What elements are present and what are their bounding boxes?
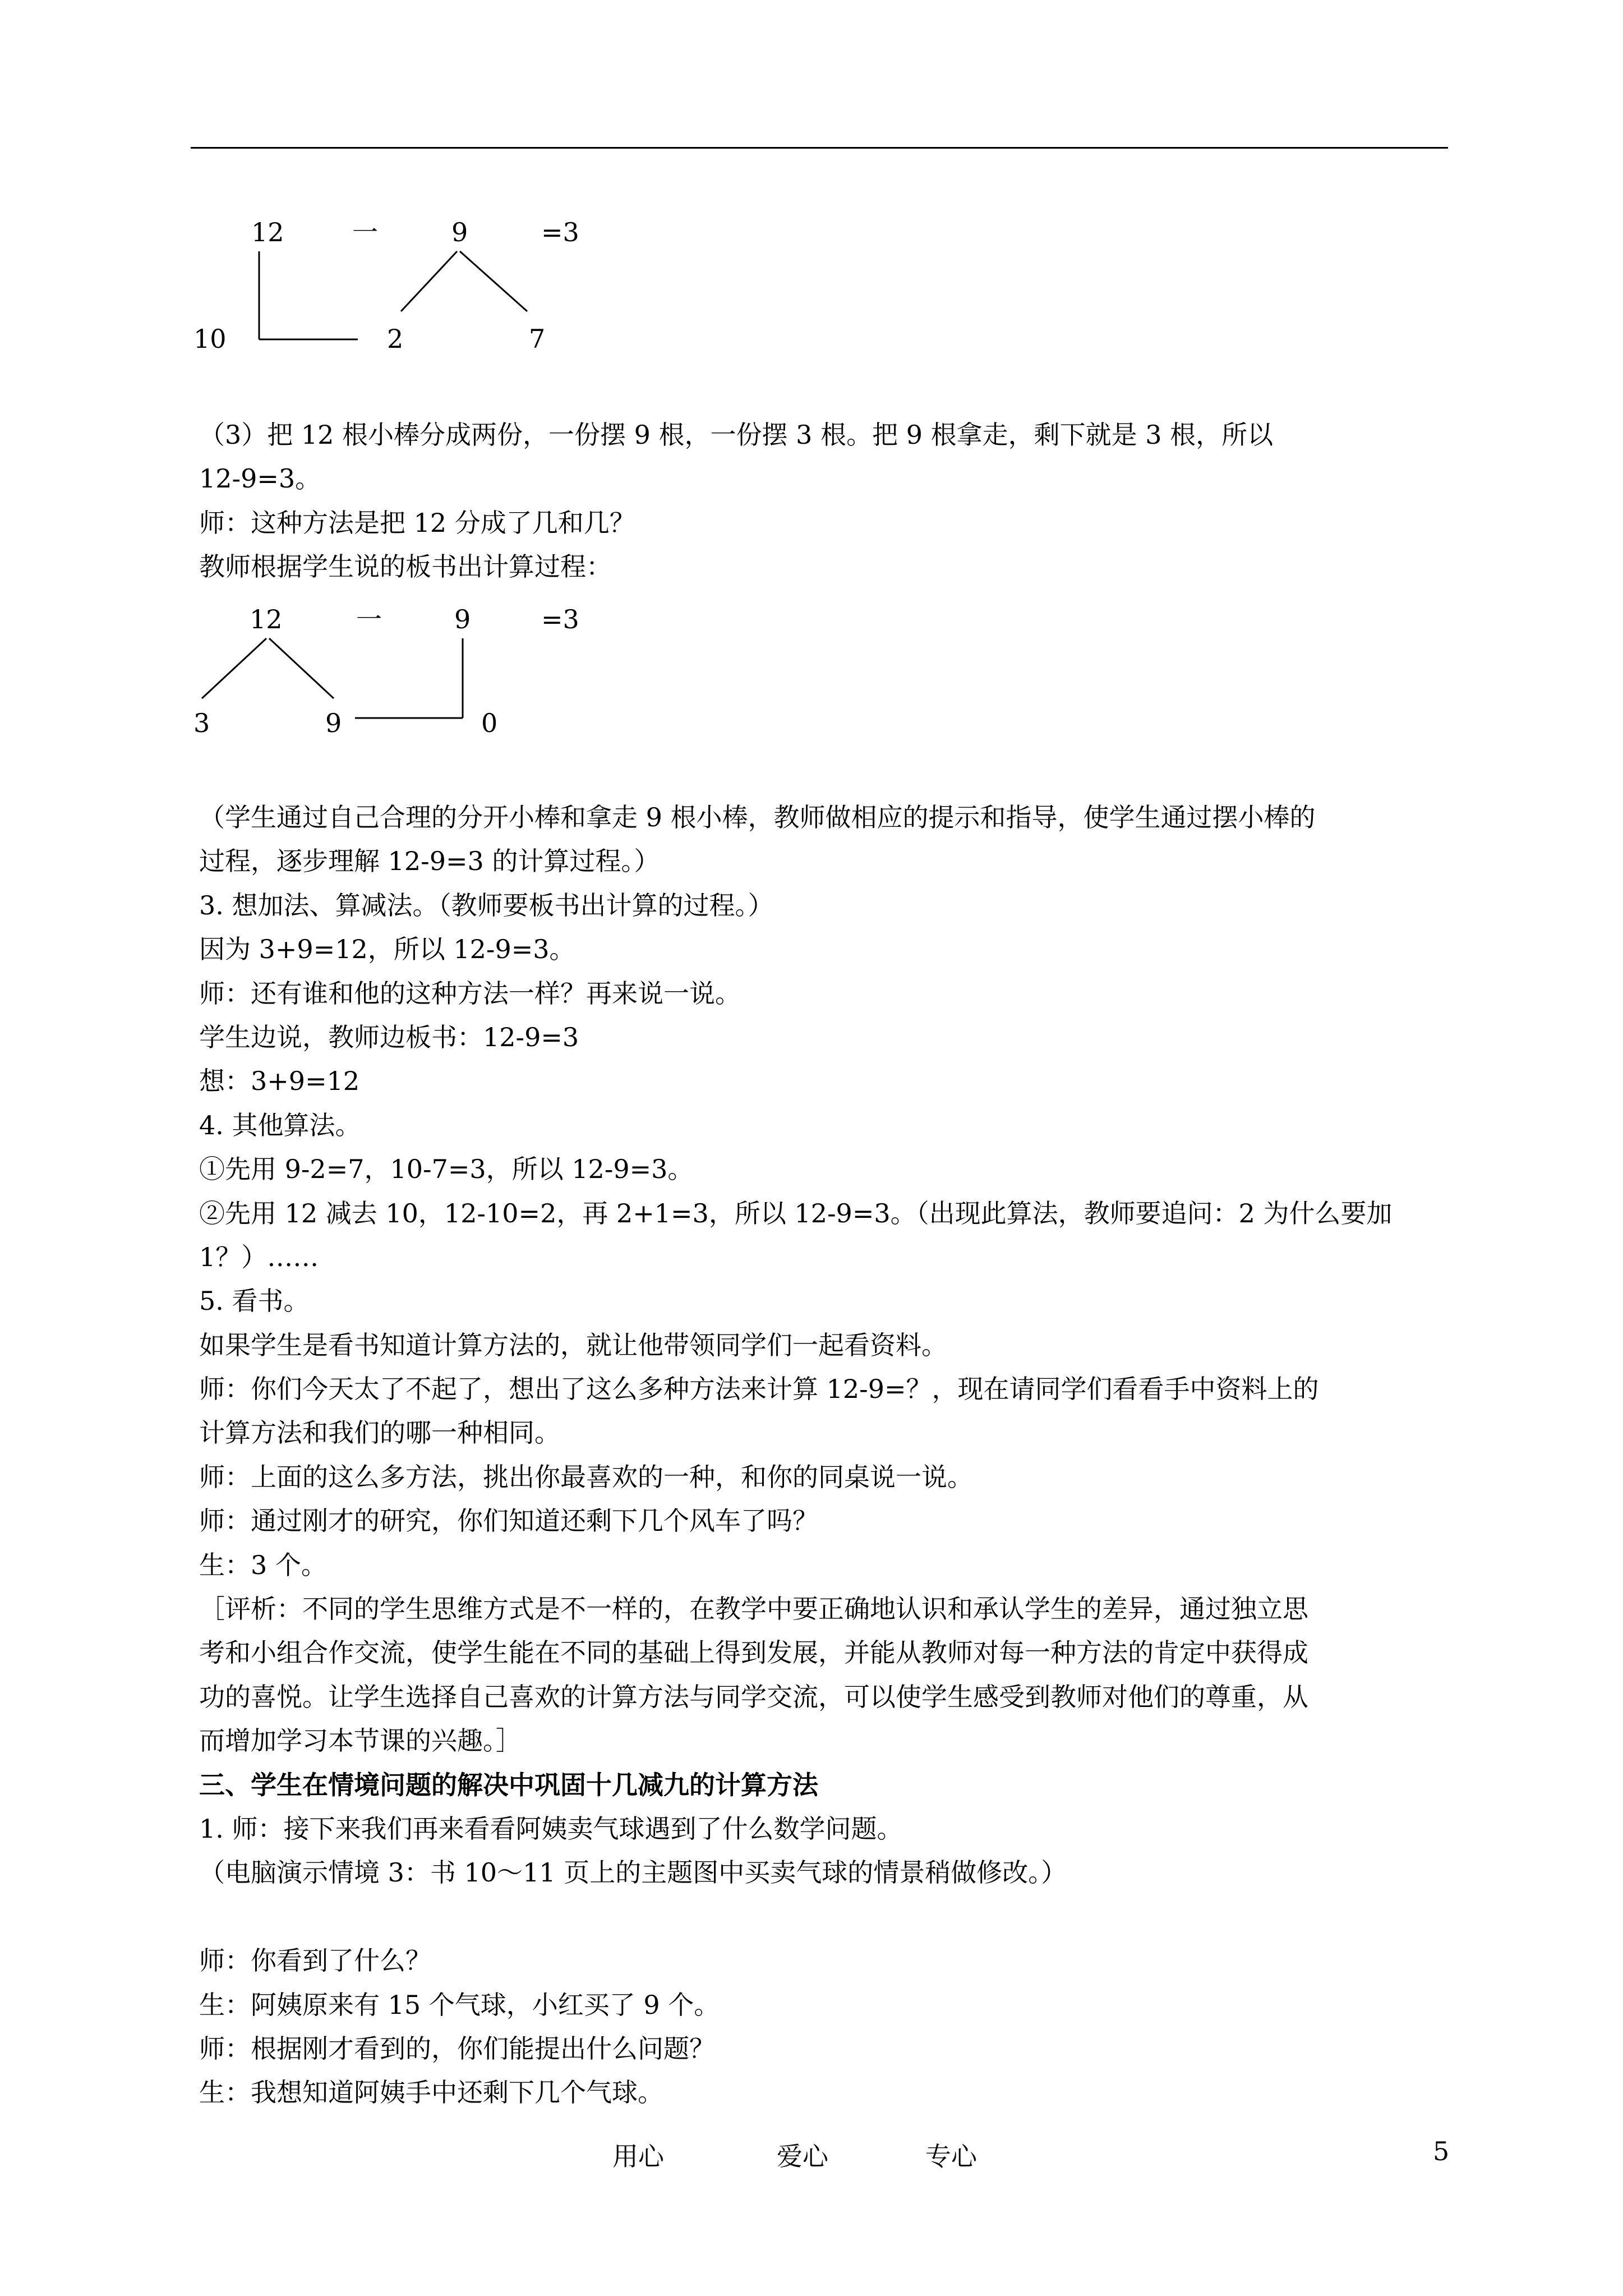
text-line: 师：上面的这么多方法，挑出你最喜欢的一种，和你的同桌说一说。 <box>199 1462 973 1492</box>
diagram2-branch-12-right <box>269 638 334 698</box>
diagram2-n12: 12 <box>250 604 283 634</box>
diagram2-n0: 0 <box>481 708 498 738</box>
diagram2-minus: 一 <box>356 604 382 634</box>
diagram2-n9: 9 <box>454 604 471 634</box>
commentary-line: 而增加学习本节课的兴趣。］ <box>199 1726 522 1756</box>
diagram1-n2: 2 <box>387 324 404 354</box>
footer-right: 专心 <box>925 2141 977 2171</box>
text-line: ①先用 9-2=7，10-7=3，所以 12-9=3。 <box>199 1154 694 1184</box>
diagram1-result: =3 <box>541 217 579 247</box>
text-line: （3）把 12 根小棒分成两份，一份摆 9 根，一份摆 3 根。把 9 根拿走，剩下就是 3 根，所以 <box>199 420 1274 450</box>
diagram1-n12: 12 <box>251 217 284 247</box>
text-line: 教师根据学生说的板书出计算过程： <box>199 551 612 582</box>
diagram1-n7: 7 <box>529 324 546 354</box>
text-line: 师：你看到了什么？ <box>199 1945 431 1976</box>
section-heading: 三、学生在情境问题的解决中巩固十几减九的计算方法 <box>199 1770 818 1800</box>
commentary-line: 考和小组合作交流，使学生能在不同的基础上得到发展，并能从教师对每一种方法的肯定中获得成 <box>199 1637 1308 1668</box>
text-line: 想：3+9=12 <box>199 1066 360 1096</box>
text-line: 1？）…… <box>199 1242 319 1272</box>
text-line: （学生通过自己合理的分开小棒和拿走 9 根小棒，教师做相应的提示和指导，使学生通过摆小棒的 <box>199 802 1316 832</box>
diagram1-n9: 9 <box>451 217 468 247</box>
text-line: 如果学生是看书知道计算方法的，就让他带领同学们一起看资料。 <box>199 1330 947 1360</box>
text-line: 师：根据刚才看到的，你们能提出什么问题？ <box>199 2033 715 2064</box>
page-number: 5 <box>1433 2136 1450 2166</box>
text-line: 生：3 个。 <box>199 1550 327 1580</box>
text-line: ②先用 12 减去 10，12-10=2，再 2+1=3，所以 12-9=3。（出现此算法，教师要追问：2 为什么要加 <box>199 1198 1393 1228</box>
diagram1-branch-9-left <box>401 251 457 311</box>
text-line: 过程，逐步理解 12-9=3 的计算过程。） <box>199 846 660 876</box>
diagram1-minus: 一 <box>352 217 378 247</box>
text-line: 师：你们今天太了不起了，想出了这么多种方法来计算 12-9=？，现在请同学们看看手中资料上的 <box>199 1374 1319 1404</box>
text-line: 师：这种方法是把 12 分成了几和几？ <box>199 508 635 538</box>
diagram2-branch-12-left <box>202 638 266 698</box>
diagram1-n10: 10 <box>193 324 227 354</box>
calc-diagram-1 <box>179 208 606 365</box>
text-line: 生：我想知道阿姨手中还剩下几个气球。 <box>199 2077 663 2108</box>
footer-middle: 爱心 <box>777 2141 828 2171</box>
calc-diagram-2 <box>179 595 606 752</box>
diagram2-n3: 3 <box>193 708 210 738</box>
text-line: （电脑演示情境 3：书 10～11 页上的主题图中买卖气球的情景稍做修改。） <box>199 1857 1067 1888</box>
text-line: 12-9=3。 <box>199 463 321 494</box>
text-line: 师：还有谁和他的这种方法一样？再来说一说。 <box>199 978 741 1009</box>
commentary-line: ［评析：不同的学生思维方式是不一样的，在教学中要正确地认识和承认学生的差异，通过独立思 <box>199 1594 1308 1624</box>
text-line: 5. 看书。 <box>199 1286 310 1316</box>
text-line: 计算方法和我们的哪一种相同。 <box>199 1418 560 1448</box>
text-line: 学生边说，教师边板书：12-9=3 <box>199 1022 579 1052</box>
text-line: 3. 想加法、算减法。（教师要板书出计算的过程。） <box>199 890 774 921</box>
text-line: 因为 3+9=12，所以 12-9=3。 <box>199 934 575 964</box>
text-line: 4. 其他算法。 <box>199 1110 361 1140</box>
diagram2-n9b: 9 <box>325 708 342 738</box>
diagram2-result: =3 <box>541 604 579 634</box>
text-line: 师：通过刚才的研究，你们知道还剩下几个风车了吗？ <box>199 1506 818 1536</box>
header-rule <box>191 147 1448 149</box>
text-line: 生：阿姨原来有 15 个气球，小红买了 9 个。 <box>199 1990 720 2020</box>
commentary-line: 功的喜悦。让学生选择自己喜欢的计算方法与同学交流，可以使学生感受到教师对他们的尊重，从 <box>199 1682 1308 1712</box>
diagram1-branch-9-right <box>460 251 527 311</box>
text-line: 1. 师：接下来我们再来看看阿姨卖气球遇到了什么数学问题。 <box>199 1814 903 1844</box>
footer-left: 用心 <box>612 2141 664 2171</box>
